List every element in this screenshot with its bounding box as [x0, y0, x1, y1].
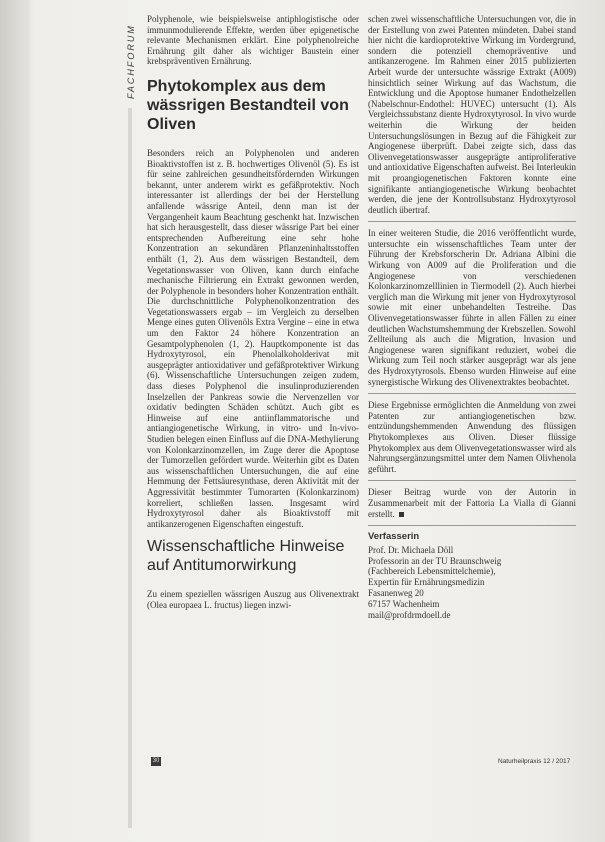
author-email: mail@profdrmdoell.de — [368, 609, 451, 620]
footer-issue: Naturheilpraxis 12 / 2017 — [498, 758, 571, 765]
end-mark-icon — [399, 512, 404, 517]
divider — [368, 393, 576, 394]
right-paragraph-4: Dieser Beitrag wurde von der Autorin in Zusammenarbeit mit der Fattoria La Vialla di Gianni erstellt. — [368, 487, 576, 519]
right-paragraph-2: In einer weiteren Studie, die 2016 veröffentlicht wurde, untersuchte ein wissenschaftliches Team unter der Führung der Krebsforscherin Dr. Adriana Albini die Wirkung von A009 auf die Proliferation und die Angiogenese von verschiedenen Kolonkarzinomzelllinien in Tiermodell (2). Auch hierbei verglich man die Wirkung mit jener von Hydroxytyrosol sowie mit einer unbehandelten Testreihe. Das Olivenvegetationswasser führte in allen Fällen zu einer deutlichen Wachstumshemmung der Krebszellen. Sowohl Zellteilung als auch die Migration, Invasion und Angiogenese waren signifikant reduziert, wobei die Wirkung zum Teil noch stärker ausgeprägt war als jene des Hydroxytyrosols. Ebenso wurden Hinweise auf eine synergistische Wirkung des Olivenextraktes beobachtet. — [368, 228, 576, 387]
right-paragraph-1: schen zwei wissenschaftliche Untersuchungen vor, die in der Erstellung von zwei Patenten mündeten. Dabei stand hier nicht die kardioprotektive Wirkung im Vordergrund, sondern die potenziell chemopräventive und antikanzerogene. Im Rahmen einer 2015 publizierten Arbeit wurde der untersuchte wässrige Extrakt (A009) hinsichtlich seiner Wirkung auf das Wachstum, die Entwicklung und die Apoptose humaner Endothelzellen (Nabelschnur-Endothel: HUVEC) untersucht (1). Als Vergleichssubstanz diente Hydroxytyrosol. In vivo wurde weiterhin die Wirkung der beiden Untersuchungslösungen in Bezug auf die Fähigkeit zur Angiogenese überprüft. Dabei zeigte sich, dass das Olivenvegetationswasser ausgeprägte antiproliferative und antioxidative Eigenschaften aufweist. Bei Interleukin mit proangiogenetischen Faktoren konnte eine signifikante antiangiogenetische Wirkung beobachtet werden, die jene der Kontrollsubstanz Hydroxytyrosol deutlich übertraf. — [368, 14, 576, 215]
author-block — [368, 545, 576, 621]
right-column — [368, 14, 576, 620]
right-paragraph-3: Diese Ergebnisse ermöglichten die Anmeldung von zwei Patenten zur antiangiogenetischen bzw. entzündungshemmenden Anwendung des flüssigen Phytokomplexes aus Oliven. Dieser flüssige Phytokomplex aus dem Olivenvegetationswasser wird als Nahrungsergänzungsmittel unter dem Namen Olivhenola geführt. — [368, 400, 576, 474]
divider — [368, 480, 576, 481]
section-label: FACHFORUM — [126, 24, 136, 99]
author-line: Professorin an der TU Braunschweig — [368, 555, 502, 566]
author-line: 67157 Wachenheim — [368, 598, 440, 609]
section-bar — [128, 108, 132, 828]
author-name: Prof. Dr. Michaela Döll — [368, 544, 454, 555]
author-heading: Verfasserin — [368, 531, 420, 543]
left-column — [147, 14, 359, 617]
page-number: 30 — [152, 758, 160, 764]
divider — [368, 525, 576, 526]
heading-antitumor: Wissenschaftliche Hinweise auf Antitumorwirkung — [147, 538, 345, 575]
author-line: Expertin für Ernährungsmedizin — [368, 577, 485, 588]
body-paragraph-2: Zu einem speziellen wässrigen Auszug aus Olivenextrakt (Olea europaea L. fructus) liegen inzwi- — [147, 589, 359, 610]
body-paragraph-1: Besonders reich an Polyphenolen und anderen Bioaktivstoffen ist z. B. hochwertiges Olivenöl (5). Es ist für seine zahlreichen gesundheitsfördernden Wirkungen bekannt, unter anderem wirkt es gefäßprotektiv. Noch interessanter ist allerdings der bei der Herstellung anfallende wässrige Anteil, denn man ist der Vergangenheit kaum Beachtung geschenkt hat. Inzwischen hat sich herausgestellt, dass dieser wässrige Part bei einer entsprechenden Aufbereitung eine sehr hohe Konzentration an sekundären Pflanzeninhaltsstoffen enthält (1, 2). Aus dem wässrigen Bestandteil, dem Vegetationswasser von Oliven, kann durch einfache mechanische Filtrierung ein Extrakt gewonnen werden, der Polyphenole in besonders hoher Konzentration enthält. Die durchschnittliche Polyphenolkonzentration des Vegetationswassers ergab – im Vergleich zu derselben Menge eines guten Olivenöls Extra Vergine – eine in etwa um den Faktor 24 höhere Konzentration an Gesamtpolyphenolen (1, 2). Hauptkomponente ist das Hydroxytyrosol, ein Phenolalkoholderivat mit ausgeprägter antioxidativer und gefäßprotektiver Wirkung (6). Wissenschaftliche Untersuchungen zeigen zudem, dass dieses Polyphenol die insulinproduzierenden Inselzellen der Pankreas sowie die Nervenzellen vor oxidativ bedingten Schäden schützt. Auch gibt es Hinweise auf eine antiinflammatorische und antiangiogenetische Wirkung, in vitro- und In-vivo-Studien belegen einen Einfluss auf die DNA-Methylierung von Kolonkarzinomzellen, im Zuge derer die Apoptose der Tumorzellen gefördert wurde. Weiterhin gibt es Daten aus wissenschaftlichen Untersuchungen, die auf eine Hemmung der Fettsäuresynthase, deren Aktivität mit der Aggressivität bestimmter Tumorarten (Kolonkarzinom) korreliert, schließen lassen. Insgesamt wird Hydroxytyrosol daher als Bioaktivstoff mit antikanzerogenen Eigenschaften eingestuft. — [147, 147, 359, 529]
heading-phytokomplex: Phytokomplex aus dem wässrigen Bestandteil von Oliven — [147, 77, 349, 133]
author-line: (Fachbereich Lebensmittelchemie), — [368, 566, 496, 577]
author-line: Fasanenweg 20 — [368, 587, 424, 598]
intro-paragraph: Polyphenole, wie beispielsweise antiphlogistische oder immunmodulierende Effekte, werden über epigenetische relevante Mechanismen erklärt. Eine polyphenolreiche Ernährung gilt daher als wichtiger Baustein einer krebspräventiven Ernährung. — [147, 14, 359, 67]
divider — [368, 221, 576, 222]
page-spine — [0, 0, 30, 842]
